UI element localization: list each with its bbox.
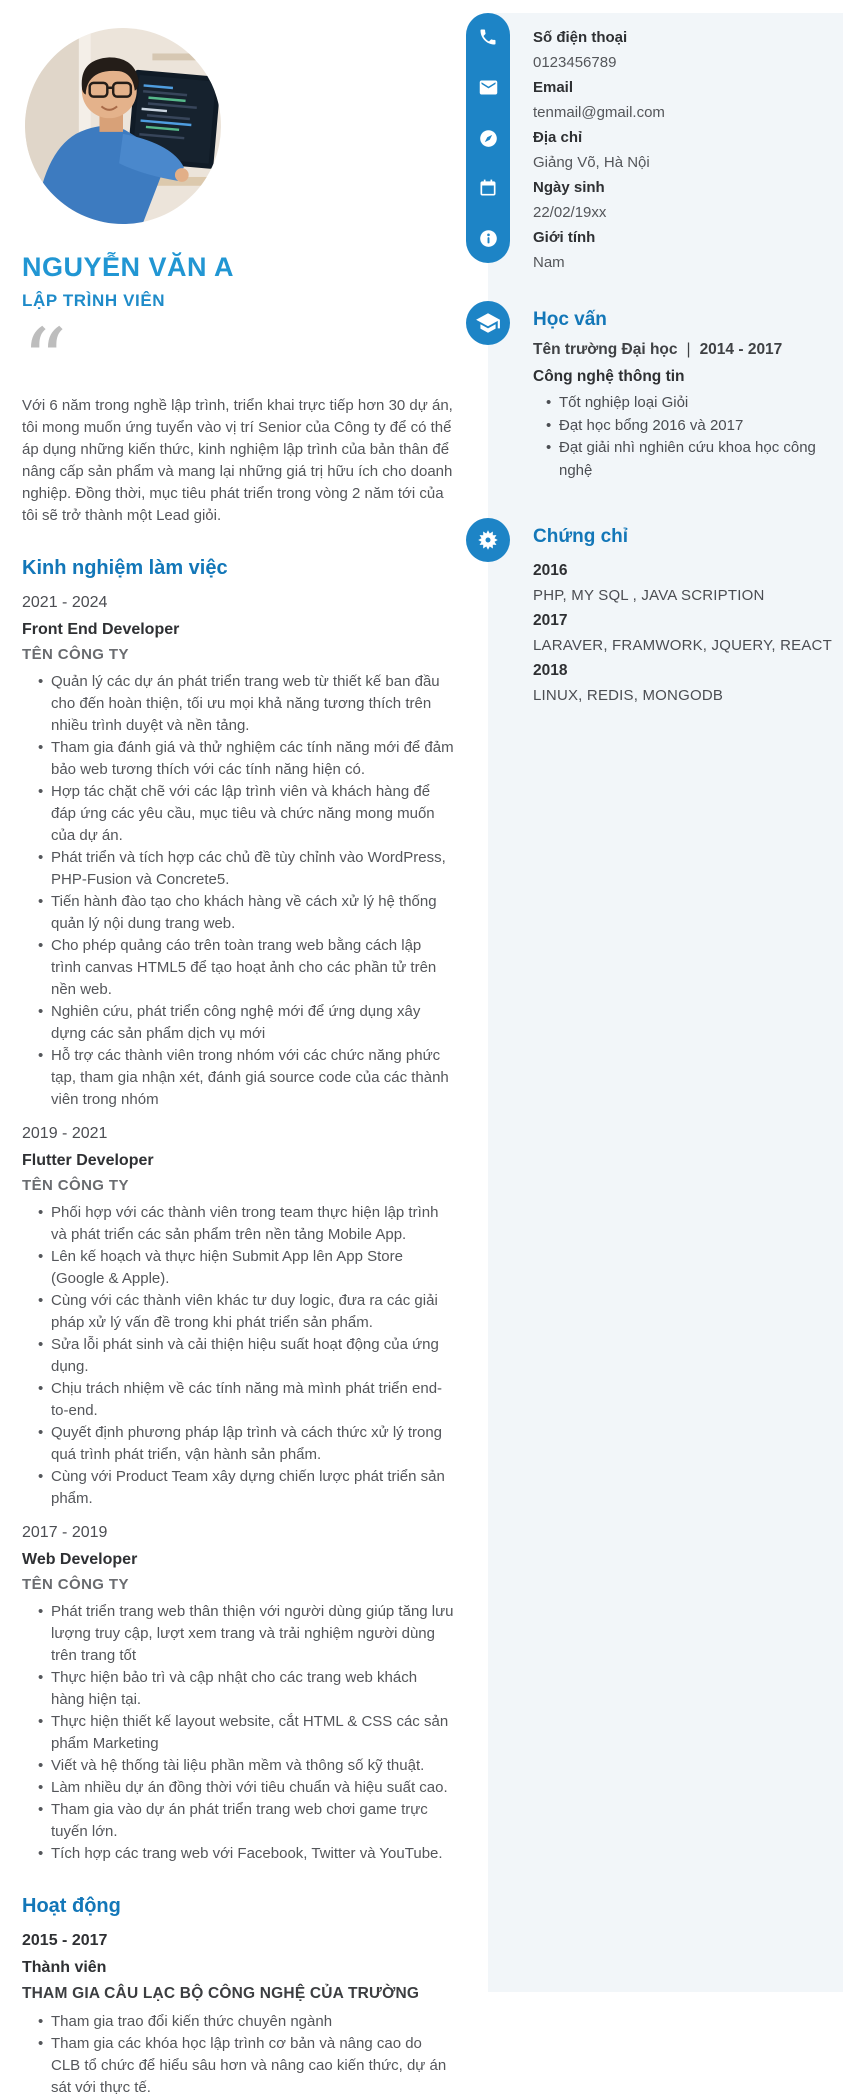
experience-heading: Kinh nghiệm làm việc	[22, 557, 228, 579]
education-bullets	[533, 392, 833, 482]
contact-label: Giới tính	[533, 229, 596, 246]
list-item: • Nghiên cứu, phát triển công nghệ mới để ứng dụng xây dựng các sản phẩm dịch vụ mới	[38, 1001, 454, 1045]
job-entry	[22, 594, 454, 1111]
activity-organization: THAM GIA CÂU LẠC BỘ CÔNG NGHỆ CỦA TRƯỜNG	[22, 1985, 420, 2002]
candidate-title: LẬP TRÌNH VIÊN	[22, 291, 166, 310]
certificate-year: 2016	[533, 562, 568, 579]
job-company: TÊN CÔNG TY	[22, 1177, 129, 1194]
profile-photo	[25, 28, 221, 224]
education-major: Công nghệ thông tin	[533, 368, 685, 385]
job-role: Front End Developer	[22, 621, 180, 638]
right-panel	[488, 13, 843, 1992]
contact-value: 0123456789	[533, 54, 617, 71]
list-item: • Cho phép quảng cáo trên toàn trang web bằng cách lập trình canvas HTML5 để tạo hoạt ảnh cho các phần tử trên nền web.	[38, 935, 454, 1001]
certificate-value: PHP, MY SQL , JAVA SCRIPTION	[533, 587, 765, 604]
certificates-heading: Chứng chỉ	[533, 526, 629, 547]
contact-label: Email	[533, 79, 574, 96]
list-item: • Cùng với Product Team xây dựng chiến lược phát triển sản phẩm.	[38, 1466, 454, 1510]
list-item: • Tốt nghiệp loại Giỏi	[546, 392, 833, 415]
contact-label: Số điện thoại	[533, 29, 628, 46]
list-item: • Tiến hành đào tạo cho khách hàng về cách xử lý hệ thống quản lý nội dung trang web.	[38, 891, 454, 935]
list-item: • Sửa lỗi phát sinh và cải thiện hiệu suất hoạt động của ứng dụng.	[38, 1334, 454, 1378]
candidate-name: NGUYỄN VĂN A	[22, 252, 235, 282]
certificate-value: LINUX, REDIS, MONGODB	[533, 687, 724, 704]
quote-icon: “	[22, 309, 67, 412]
job-company: TÊN CÔNG TY	[22, 1576, 129, 1593]
contact-value: Nam	[533, 254, 565, 271]
job-period: 2017 - 2019	[22, 1524, 108, 1541]
list-item: • Thực hiện bảo trì và cập nhật cho các trang web khách hàng hiện tại.	[38, 1667, 454, 1711]
separator: |	[686, 341, 691, 358]
list-item: • Phối hợp với các thành viên trong team thực hiện lập trình và phát triển các sản phẩm trên nền tảng Mobile App.	[38, 1202, 454, 1246]
job-period: 2019 - 2021	[22, 1125, 108, 1142]
certificate-year: 2018	[533, 662, 568, 679]
list-item: • Viết và hệ thống tài liệu phần mềm và thông số kỹ thuật.	[38, 1755, 454, 1777]
list-item: • Làm nhiều dự án đồng thời với tiêu chuẩn và hiệu suất cao.	[38, 1777, 454, 1799]
certificate-year: 2017	[533, 612, 568, 629]
list-item: • Cùng với các thành viên khác tư duy logic, đưa ra các giải pháp xử lý vấn đề trong khi phát triển sản phẩm.	[38, 1290, 454, 1334]
job-bullets	[22, 1601, 454, 1865]
job-bullets	[22, 671, 454, 1111]
job-bullets	[22, 1202, 454, 1510]
list-item: • Phát triển trang web thân thiện với người dùng giúp tăng lưu lượng truy cập, lượt xem trang và trải nghiệm người dùng trên trang tốt	[38, 1601, 454, 1667]
list-item: • Phát triển và tích hợp các chủ đề tùy chỉnh vào WordPress, PHP-Fusion và Concrete5.	[38, 847, 454, 891]
list-item: • Chịu trách nhiệm về các tính năng mà mình phát triển end-to-end.	[38, 1378, 454, 1422]
activity-period: 2015 - 2017	[22, 1932, 108, 1949]
list-item: • Hỗ trợ các thành viên trong nhóm với các chức năng phức tạp, tham gia nhận xét, đánh giá source code của các thành viên trong nhóm	[38, 1045, 454, 1111]
list-item: • Hợp tác chặt chẽ với các lập trình viên và khách hàng để đáp ứng các yêu cầu, mục tiêu và chức năng mong muốn của dự án.	[38, 781, 454, 847]
education-period: 2014 - 2017	[699, 341, 783, 358]
list-item: • Quản lý các dự án phát triển trang web từ thiết kế ban đầu cho đến hoàn thiện, tối ưu mọi khả năng tương thích trên nhiều trình duyệt và nền tảng.	[38, 671, 454, 737]
contact-label: Ngày sinh	[533, 179, 605, 196]
certificates-section	[533, 526, 833, 708]
summary-paragraph: Với 6 năm trong nghề lập trình, triển khai trực tiếp hơn 30 dự án, tôi mong muốn ứng tuyển vào vị trí Senior của Công ty để có thể áp dụng những kiến thức, kinh nghiệm lập trình của bản thân để nâng cấp sản phẩm và mang lại những giá trị hữu ích cho doanh nghiệp. Đồng thời, mục tiêu phát triển trong vòng 2 năm tới của tôi sẽ trở thành một Lead giỏi.	[22, 397, 453, 524]
job-period: 2021 - 2024	[22, 594, 108, 611]
education-heading: Học vấn	[533, 309, 607, 330]
job-role: Flutter Developer	[22, 1152, 154, 1169]
contact-section	[488, 13, 843, 275]
list-item: • Quyết định phương pháp lập trình và cách thức xử lý trong quá trình phát triển, vận hành sản phẩm.	[38, 1422, 454, 1466]
education-school-line	[533, 341, 833, 359]
activity-bullets	[22, 2011, 454, 2099]
list-item: • Tham gia các khóa học lập trình cơ bản và nâng cao do CLB tổ chức để hiểu sâu hơn và nâng cao kiến thức, dự án sát với thực tế.	[38, 2033, 454, 2099]
list-item: • Tham gia trao đổi kiến thức chuyên ngành	[38, 2011, 454, 2033]
education-section	[533, 309, 833, 482]
activities-section	[22, 1895, 454, 2099]
list-item: • Tham gia vào dự án phát triển trang web chơi game trực tuyến lớn.	[38, 1799, 454, 1843]
list-item: • Tích hợp các trang web với Facebook, Twitter và YouTube.	[38, 1843, 454, 1865]
contact-label: Địa chỉ	[533, 129, 583, 146]
list-item: • Đạt học bổng 2016 và 2017	[546, 415, 833, 438]
certificate-value: LARAVER, FRAMWORK, JQUERY, REACT	[533, 637, 832, 654]
job-company: TÊN CÔNG TY	[22, 646, 129, 663]
job-entry	[22, 1125, 454, 1510]
education-school: Tên trường Đại học	[533, 341, 678, 358]
contact-value: tenmail@gmail.com	[533, 104, 665, 121]
list-item: • Thực hiện thiết kế layout website, cắt HTML & CSS các sản phẩm Marketing	[38, 1711, 454, 1755]
contact-value: 22/02/19xx	[533, 204, 607, 221]
job-role: Web Developer	[22, 1551, 138, 1568]
list-item: • Tham gia đánh giá và thử nghiệm các tính năng mới để đảm bảo web tương thích với các tính năng hiện có.	[38, 737, 454, 781]
activities-heading: Hoạt động	[22, 1895, 121, 1917]
list-item: • Đạt giải nhì nghiên cứu khoa học công nghệ	[546, 437, 833, 482]
activity-role: Thành viên	[22, 1959, 107, 1976]
contact-value: Giảng Võ, Hà Nội	[533, 154, 650, 171]
experience-section	[22, 557, 454, 1865]
job-entry	[22, 1524, 454, 1865]
list-item: • Lên kế hoạch và thực hiện Submit App lên App Store (Google & Apple).	[38, 1246, 454, 1290]
contact-rows	[533, 25, 833, 275]
